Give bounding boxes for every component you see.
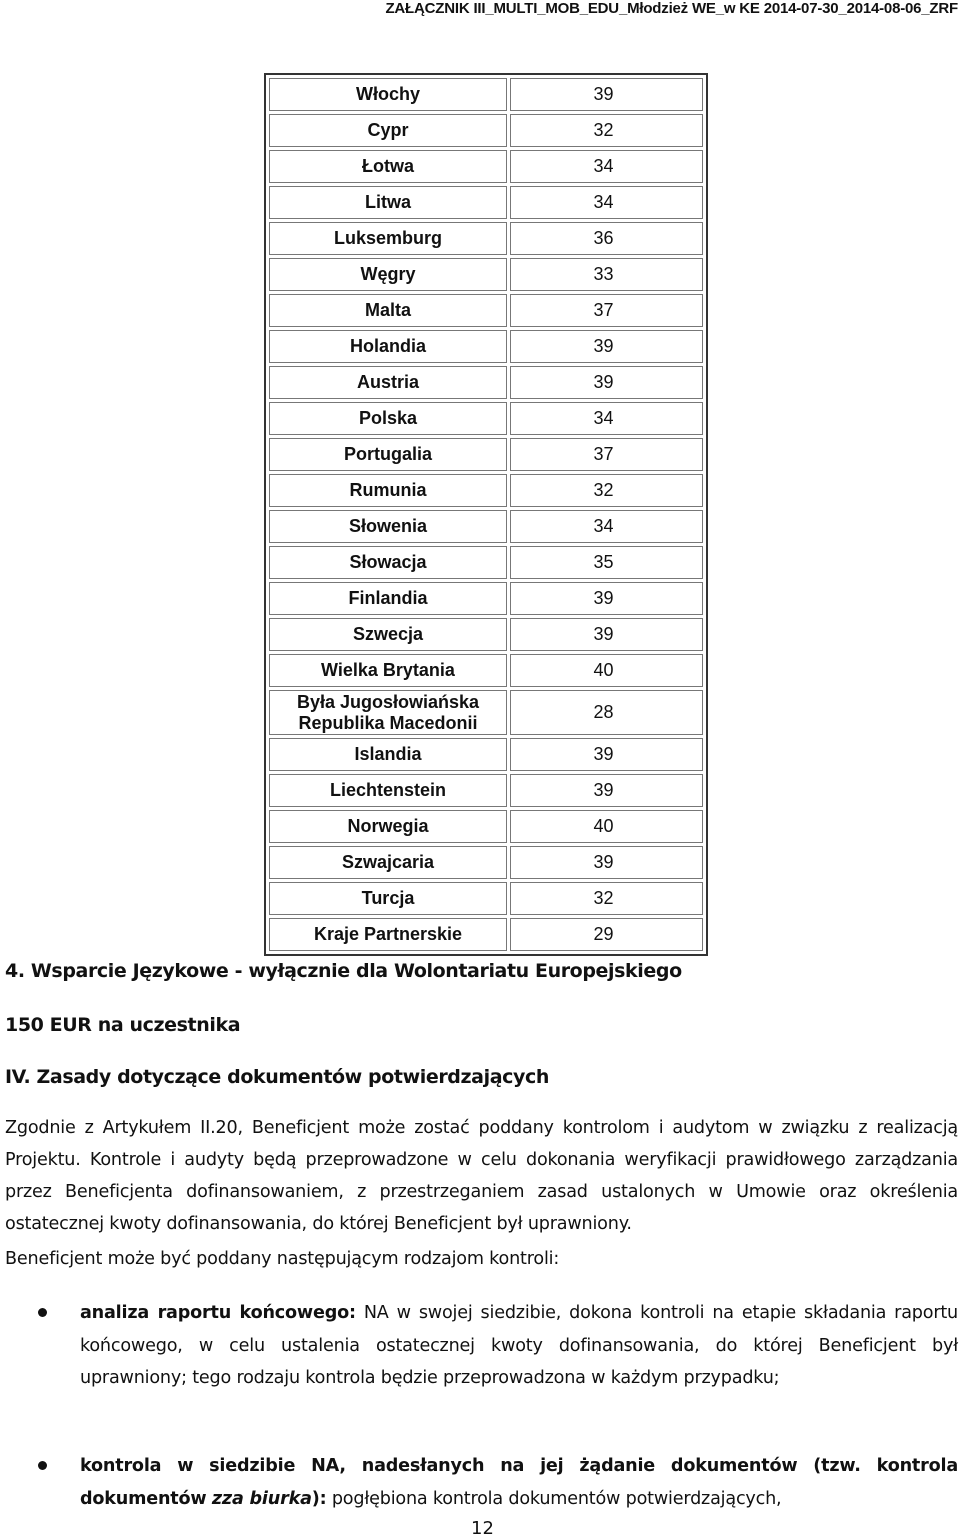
value-text: 39 [593, 372, 614, 392]
bullet-item-1 [80, 1297, 958, 1395]
country-cell: Turcja [269, 882, 507, 915]
value-cell [510, 846, 703, 879]
table-row [269, 690, 703, 735]
table-row [269, 546, 703, 579]
bullet-2-bold: kontrola w siedzibie NA, nadesłanych na jej żądanie dokumentów (tzw. kontrola dokumentów [80, 1456, 958, 1509]
bullet-dot [38, 1308, 47, 1317]
table-row [269, 222, 703, 255]
country-cell: Szwecja [269, 618, 507, 651]
value-text: 37 [593, 300, 614, 320]
country-cell: Austria [269, 366, 507, 399]
table-row [269, 330, 703, 363]
value-text: 34 [593, 192, 614, 212]
country-cell: Litwa [269, 186, 507, 219]
value-cell [510, 810, 703, 843]
value-text: 32 [593, 888, 614, 908]
value-cell [510, 738, 703, 771]
value-cell [510, 222, 703, 255]
bullet-2-italic: zza biurka [211, 1488, 312, 1509]
table-row [269, 438, 703, 471]
value-cell [510, 186, 703, 219]
value-text: 29 [593, 924, 614, 944]
value-text: 39 [593, 84, 614, 104]
table-row [269, 402, 703, 435]
value-cell [510, 114, 703, 147]
table-row [269, 114, 703, 147]
value-cell [510, 918, 703, 951]
bullet-dot [38, 1461, 47, 1470]
country-cell: Malta [269, 294, 507, 327]
country-cell: Włochy [269, 78, 507, 111]
country-cell: Wielka Brytania [269, 654, 507, 687]
table-row [269, 882, 703, 915]
value-text: 34 [593, 516, 614, 536]
body-paragraph-2: Beneficjent może być poddany następującym rodzajom kontroli: [5, 1249, 560, 1269]
table-row [269, 774, 703, 807]
table-row [269, 366, 703, 399]
value-text: 32 [593, 120, 614, 140]
value-text: 39 [593, 624, 614, 644]
country-rates-table [264, 73, 708, 956]
value-cell [510, 78, 703, 111]
table-row [269, 294, 703, 327]
value-cell [510, 150, 703, 183]
country-cell: Cypr [269, 114, 507, 147]
table-row [269, 918, 703, 951]
value-text: 34 [593, 156, 614, 176]
country-cell: Liechtenstein [269, 774, 507, 807]
body-paragraph: Zgodnie z Artykułem II.20, Beneficjent może zostać poddany kontrolom i audytom w związku z realizacją Projektu. Kontrole i audyty będą przeprowadzone w celu dokonania weryfikacji prawidłowego zarządzania przez Beneficjenta dofinansowaniem, z przestrzeganiem zasad ustalonych w Umowie oraz określenia ostatecznej kwoty dofinansowania, do której Beneficjent był uprawniony. [5, 1118, 958, 1234]
country-cell: Rumunia [269, 474, 507, 507]
value-text: 33 [593, 264, 614, 284]
value-cell [510, 438, 703, 471]
country-cell: Szwajcaria [269, 846, 507, 879]
value-cell [510, 882, 703, 915]
value-cell [510, 582, 703, 615]
value-cell [510, 402, 703, 435]
value-text: 32 [593, 480, 614, 500]
country-cell: Polska [269, 402, 507, 435]
section-iv-heading: IV. Zasady dotyczące dokumentów potwierdzających [5, 1066, 549, 1088]
country-cell: Norwegia [269, 810, 507, 843]
section-4-amount: 150 EUR na uczestnika [5, 1014, 241, 1036]
value-cell [510, 366, 703, 399]
value-cell [510, 546, 703, 579]
bullet-item-2 [80, 1450, 958, 1515]
value-cell [510, 510, 703, 543]
country-cell: Słowacja [269, 546, 507, 579]
table-row [269, 78, 703, 111]
value-cell [510, 618, 703, 651]
table-row [269, 582, 703, 615]
value-cell [510, 474, 703, 507]
value-text: 39 [593, 336, 614, 356]
value-text: 35 [593, 552, 614, 572]
bullet-1-bold: analiza raportu końcowego: [80, 1303, 356, 1323]
country-cell: Węgry [269, 258, 507, 291]
table-row [269, 150, 703, 183]
table-row [269, 654, 703, 687]
value-cell [510, 294, 703, 327]
value-cell [510, 774, 703, 807]
country-cell: Holandia [269, 330, 507, 363]
table-row [269, 186, 703, 219]
table-row [269, 618, 703, 651]
value-cell [510, 690, 703, 735]
page-number: 12 [471, 1518, 494, 1539]
table-row [269, 474, 703, 507]
country-cell: Finlandia [269, 582, 507, 615]
value-text: 37 [593, 444, 614, 464]
table-row [269, 846, 703, 879]
table-row [269, 510, 703, 543]
value-text: 40 [593, 660, 614, 680]
country-cell: Luksemburg [269, 222, 507, 255]
value-cell [510, 258, 703, 291]
country-cell: Kraje Partnerskie [269, 918, 507, 951]
value-text: 40 [593, 816, 614, 836]
value-cell [510, 330, 703, 363]
table-row [269, 810, 703, 843]
table-row [269, 738, 703, 771]
value-text: 39 [593, 588, 614, 608]
document-header: ZAŁĄCZNIK III_MULTI_MOB_EDU_Młodzież WE_w KE 2014-07-30_2014-08-06_ZRF [385, 0, 958, 17]
bullet-1-text: NA w swojej siedzibie, dokona kontroli na etapie składania raportu końcowego, w celu ustalenia ostatecznej kwoty dofinansowania, do której Beneficjent był uprawniony; tego rodzaju kontrola będzie przeprowadzona w każdym przypadku; [80, 1303, 958, 1388]
value-text: 36 [593, 228, 614, 248]
bullet-2-bold-close: ): [311, 1488, 327, 1509]
country-cell: Słowenia [269, 510, 507, 543]
country-cell: Islandia [269, 738, 507, 771]
section-4-heading: 4. Wsparcie Językowe - wyłącznie dla Wolontariatu Europejskiego [5, 960, 682, 982]
value-text: 34 [593, 408, 614, 428]
value-text: 28 [593, 702, 614, 722]
value-text: 39 [593, 744, 614, 764]
value-text: 39 [593, 852, 614, 872]
country-cell: Była Jugosłowiańska Republika Macedonii [269, 690, 507, 735]
table-row [269, 258, 703, 291]
value-cell [510, 654, 703, 687]
bullet-2-text: pogłębiona kontrola dokumentów potwierdzających, [326, 1488, 782, 1509]
country-cell: Portugalia [269, 438, 507, 471]
value-text: 39 [593, 780, 614, 800]
country-cell: Łotwa [269, 150, 507, 183]
